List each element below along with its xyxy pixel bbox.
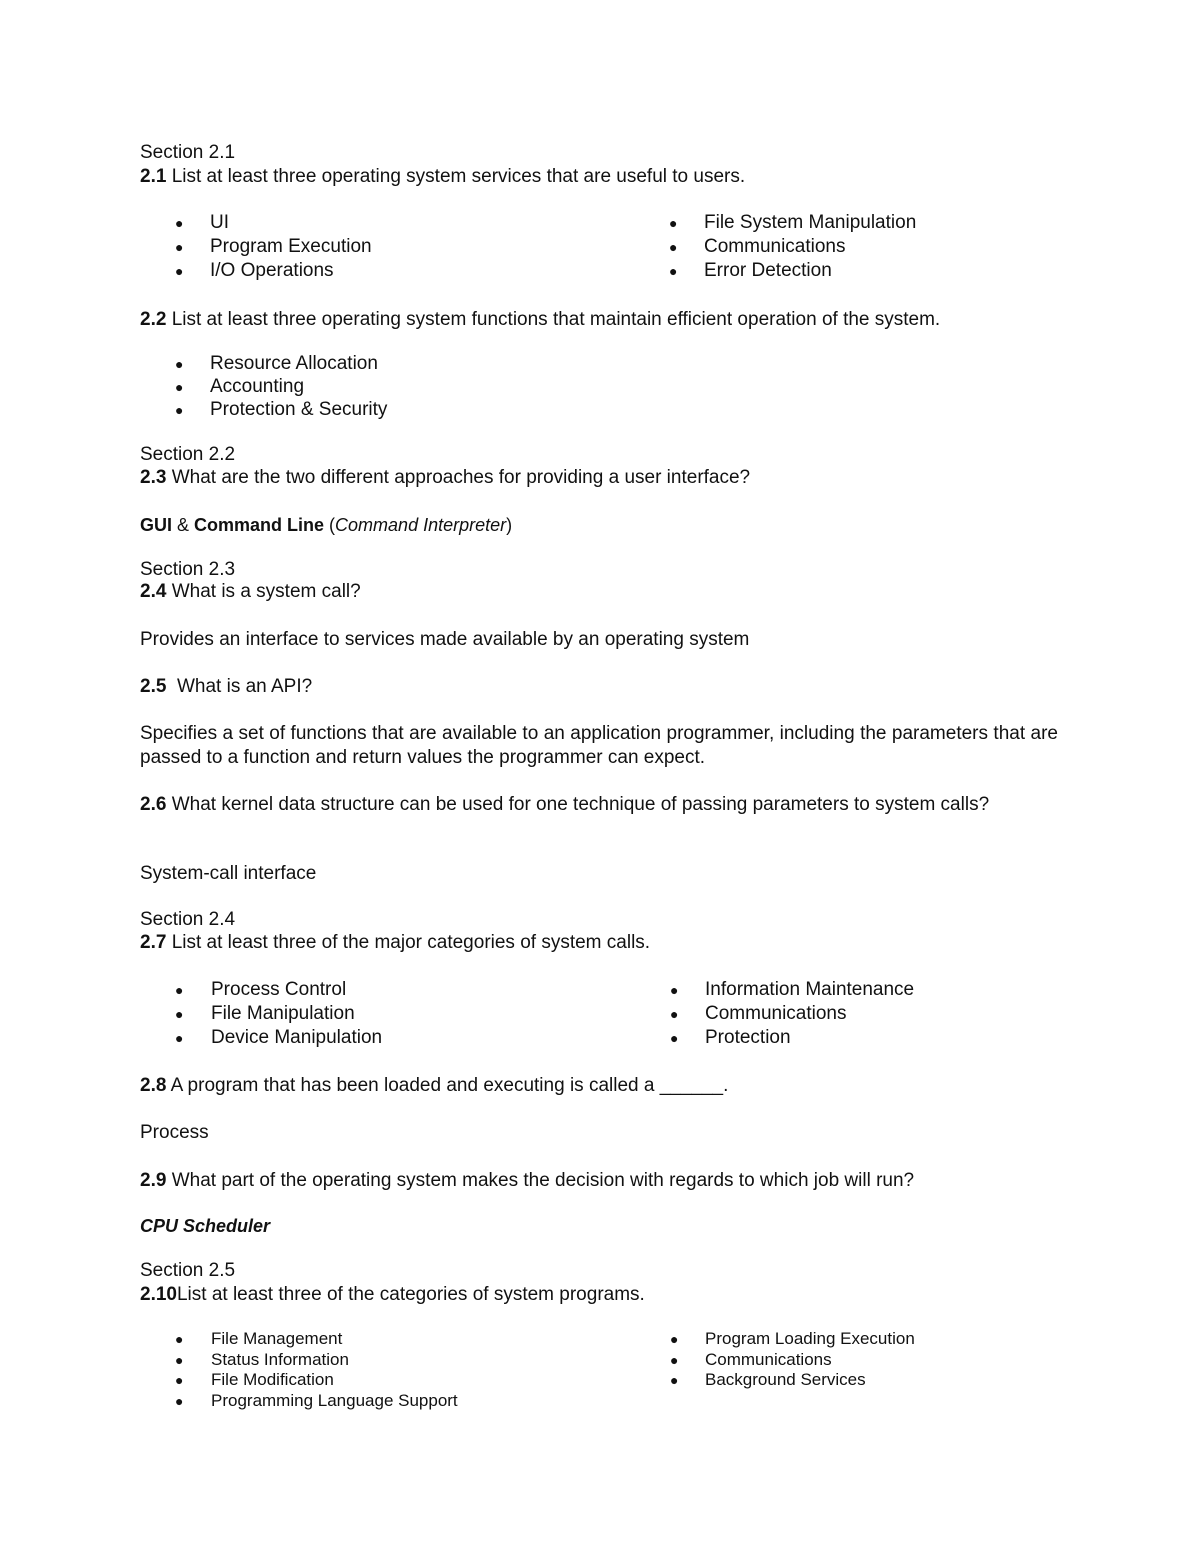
question-2-8 bbox=[140, 1074, 728, 1098]
answer-amp: & bbox=[172, 515, 195, 535]
list-item: Protection & Security bbox=[210, 399, 388, 420]
question-2-10 bbox=[140, 1283, 645, 1307]
answer-command-interpreter: Command Interpreter bbox=[335, 515, 507, 535]
bullet-icon: ● bbox=[669, 239, 678, 255]
question-text: List at least three operating system functions that maintain efficient operation of the system. bbox=[166, 309, 941, 330]
bullet-icon: ● bbox=[670, 1030, 679, 1046]
bullet-icon: ● bbox=[175, 215, 184, 231]
list-item: File Modification bbox=[211, 1370, 334, 1389]
list-item: Program Loading Execution bbox=[705, 1329, 915, 1348]
question-number: 2.3 bbox=[140, 467, 167, 488]
section-heading-2-5: Section 2.5 bbox=[140, 1260, 236, 1281]
list-item: Status Information bbox=[211, 1350, 349, 1369]
bullet-icon: ● bbox=[175, 1331, 184, 1347]
question-number: 2.10 bbox=[140, 1284, 177, 1305]
list-item: Programming Language Support bbox=[211, 1391, 458, 1410]
bullet-icon: ● bbox=[670, 1006, 679, 1022]
bullet-icon: ● bbox=[670, 982, 679, 998]
question-text: List at least three of the major categories of system calls. bbox=[166, 932, 651, 953]
question-text: What part of the operating system makes the decision with regards to which job will run? bbox=[166, 1170, 915, 1191]
bullet-icon: ● bbox=[175, 1372, 184, 1388]
list-item: Communications bbox=[704, 236, 846, 257]
question-2-1 bbox=[140, 165, 745, 189]
question-2-6 bbox=[140, 793, 1058, 817]
bullet-icon: ● bbox=[669, 215, 678, 231]
answer-paren: ( bbox=[324, 515, 336, 535]
answer-2-8: Process bbox=[140, 1122, 209, 1143]
question-number: 2.2 bbox=[140, 309, 167, 330]
question-number: 2.6 bbox=[140, 794, 167, 815]
list-item: Communications bbox=[705, 1350, 832, 1369]
bullet-icon: ● bbox=[670, 1352, 679, 1368]
answer-2-9 bbox=[140, 1214, 270, 1238]
list-item: Accounting bbox=[210, 376, 305, 397]
bullet-icon: ● bbox=[175, 263, 184, 279]
section-heading-2-4: Section 2.4 bbox=[140, 909, 236, 930]
answer-2-5: Specifies a set of functions that are available to an application programmer, including the parameters that are passed to a function and return values the programmer can expect. bbox=[140, 723, 1058, 768]
section-heading-2-2: Section 2.2 bbox=[140, 444, 236, 465]
answer-gui: GUI bbox=[140, 515, 173, 535]
bullet-icon: ● bbox=[175, 402, 184, 418]
question-text: What are the two different approaches for providing a user interface? bbox=[166, 467, 751, 488]
list-item: Process Control bbox=[211, 979, 347, 1000]
question-text: What kernel data structure can be used for one technique of passing parameters to system calls? bbox=[166, 794, 990, 815]
question-number: 2.9 bbox=[140, 1170, 167, 1191]
list-item: File Management bbox=[211, 1329, 343, 1348]
answer-2-4: Provides an interface to services made available by an operating system bbox=[140, 629, 750, 650]
section-heading-2-1: Section 2.1 bbox=[140, 142, 236, 163]
list-item: UI bbox=[210, 212, 229, 233]
list-item: Device Manipulation bbox=[211, 1027, 383, 1048]
list-item: Resource Allocation bbox=[210, 353, 378, 374]
bullet-icon: ● bbox=[670, 1331, 679, 1347]
question-text: A program that has been loaded and executing is called a ______. bbox=[166, 1075, 729, 1096]
bullet-icon: ● bbox=[175, 239, 184, 255]
question-number: 2.1 bbox=[140, 166, 167, 187]
list-item: I/O Operations bbox=[210, 260, 334, 281]
list-item: File Manipulation bbox=[211, 1003, 355, 1024]
question-2-2 bbox=[140, 308, 940, 332]
question-number: 2.7 bbox=[140, 932, 167, 953]
list-item: File System Manipulation bbox=[704, 212, 917, 233]
question-text: List at least three operating system services that are useful to users. bbox=[166, 166, 746, 187]
bullet-icon: ● bbox=[175, 1006, 184, 1022]
section-heading-2-3: Section 2.3 bbox=[140, 559, 236, 580]
list-item: Protection bbox=[705, 1027, 791, 1048]
bullet-icon: ● bbox=[175, 982, 184, 998]
list-item: Communications bbox=[705, 1003, 847, 1024]
bullet-icon: ● bbox=[669, 263, 678, 279]
answer-paren: ) bbox=[506, 515, 513, 535]
bullet-icon: ● bbox=[175, 379, 184, 395]
question-2-4 bbox=[140, 580, 361, 604]
question-number: 2.4 bbox=[140, 581, 167, 602]
question-text: What is a system call? bbox=[166, 581, 361, 602]
question-2-5 bbox=[140, 675, 312, 699]
question-number: 2.8 bbox=[140, 1075, 167, 1096]
question-text: What is an API? bbox=[166, 676, 313, 697]
answer-cpu-scheduler: CPU Scheduler bbox=[140, 1216, 271, 1236]
list-item: Information Maintenance bbox=[705, 979, 915, 1000]
bullet-icon: ● bbox=[670, 1372, 679, 1388]
question-2-9 bbox=[140, 1169, 914, 1193]
question-2-7 bbox=[140, 931, 650, 955]
bullet-icon: ● bbox=[175, 1352, 184, 1368]
question-text: List at least three of the categories of system programs. bbox=[176, 1284, 645, 1305]
bullet-icon: ● bbox=[175, 1030, 184, 1046]
bullet-icon: ● bbox=[175, 1393, 184, 1409]
bullet-icon: ● bbox=[175, 356, 184, 372]
answer-2-6: System-call interface bbox=[140, 863, 317, 884]
question-number: 2.5 bbox=[140, 676, 167, 697]
answer-2-3 bbox=[140, 513, 512, 537]
list-item: Program Execution bbox=[210, 236, 372, 257]
answer-command-line: Command Line bbox=[194, 515, 325, 535]
list-item: Background Services bbox=[705, 1370, 866, 1389]
list-item: Error Detection bbox=[704, 260, 832, 281]
question-2-3 bbox=[140, 466, 750, 490]
